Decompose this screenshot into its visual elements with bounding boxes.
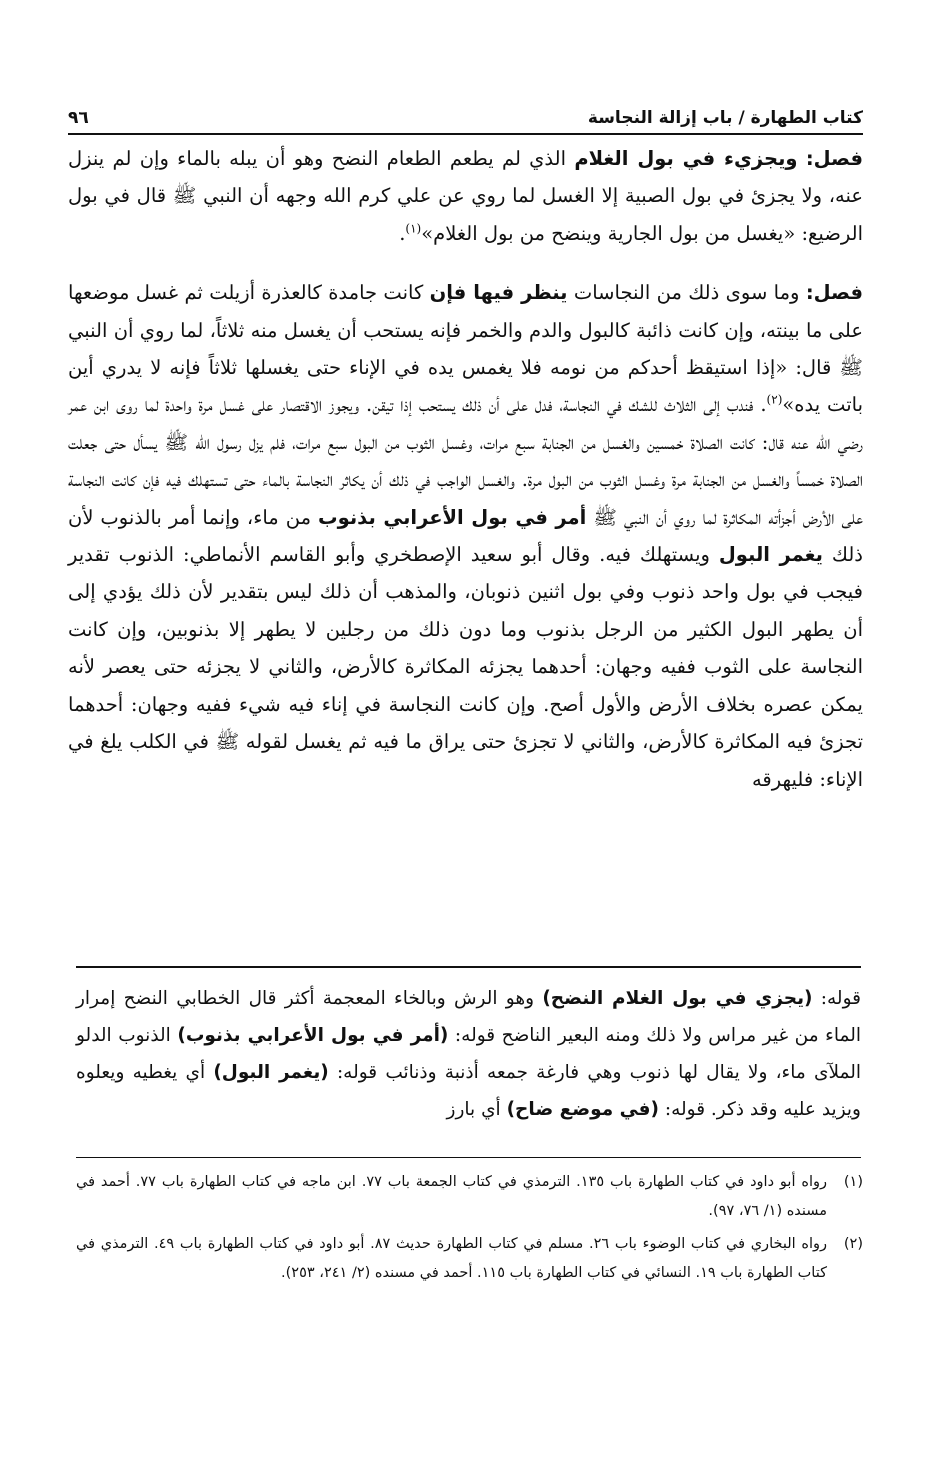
- commentary-bold-3: (يغمر البول): [213, 1062, 329, 1083]
- commentary-text-5: أي بارز: [446, 1099, 501, 1120]
- paragraph-2-label: فصل:: [805, 281, 863, 305]
- footnote-1: [76, 1168, 863, 1226]
- commentary-paragraph: [76, 980, 861, 1128]
- paragraph-2-bold-2: أمر في بول الأعرابي بذنوب: [318, 505, 587, 529]
- paragraph-gap: [68, 252, 863, 274]
- commentary-text-1: قوله:: [820, 988, 861, 1009]
- footnote-1-text: رواه أبو داود في كتاب الطهارة باب ١٣٥. الترمذي في كتاب الجمعة باب ٧٧. ابن ماجه في كتاب الطهارة باب ٧٧. أحمد في مسنده (١/ ٧٦، ٩٧).: [76, 1174, 827, 1219]
- paragraph-1-bold-phrase: ويجزيء في بول الغلام: [574, 147, 798, 170]
- footnote-1-number: (١): [843, 1174, 863, 1190]
- paragraph-1: [68, 140, 863, 252]
- main-text: [68, 140, 863, 798]
- header-rule: [68, 133, 863, 135]
- commentary-rule: [76, 966, 861, 968]
- paragraph-2-text-2: كانت جامدة كالعذرة أزيلت ثم غسل موضعها على ما بينته، وإن كانت ذائبة كالبول والدم والخمر فإنه يستحب أن يغسل منه ثلاثاً، لما روي أن النبي ﷺ قال: «إذا استيقظ أحدكم من نومه فلا يغمس يده في الإناء حتى يغسلها ثلاثاً فإنه لا يدري أين باتت يده»: [68, 281, 864, 417]
- commentary-bold-4: (في موضع ضاح): [506, 1099, 659, 1120]
- paragraph-2-bold-1: ينظر فيها فإن: [429, 281, 568, 305]
- commentary-text-2: وهو الرش وبالخاء المعجمة أكثر قال الخطابي النضح إمرار الماء من غير مراس ولا ذلك ومنه البعير الناضح قوله:: [76, 988, 861, 1046]
- footnote-rule: [76, 1157, 861, 1158]
- paragraph-2-text-3: . فندب إلى الثلاث للشك في النجاسة، فدل على أن ذلك يستحب إذا تيقن. ويجوز الاقتصار على غسل مرة واحدة لما روى ابن عمر رضي الله عنه قال: كانت الصلاة خمسين والغسل من الجنابة سبع مرات، وغسل الثوب من البول سبع مرات، فلم يزل رسول الله ﷺ يسأل حتى جعلت الصلاة خمساً والغسل من الجنابة مرة وغسل الثوب من البول مرة. والغسل الواجب في ذلك أن يكاثر النجاسة بالماء حتى تستهلك فيه فإن كانت النجاسة على الأرض أجزأته المكاثرة لما روي أن النبي ﷺ: [68, 393, 864, 529]
- footnote-2-number: (٢): [843, 1236, 863, 1252]
- paragraph-1-label: فصل:: [805, 147, 863, 170]
- paragraph-1-text: الذي لم يطعم الطعام النضح وهو أن يبله بالماء وإن لم ينزل عنه، ولا يجزئ في بول الصبية إلا الغسل لما روي عن علي كرم الله وجهه أن النبي ﷺ قال في بول الرضيع: «يغسل من بول الجارية وينضح من بول الغلام»: [68, 147, 863, 245]
- running-header: [68, 92, 863, 128]
- footnotes: [76, 1168, 863, 1292]
- page-number: ٩٦: [68, 108, 89, 128]
- footnote-ref-2[interactable]: (٢): [766, 392, 783, 407]
- commentary-text-4: أي يغطيه ويعلوه ويزيد عليه وقد ذكر. قوله:: [76, 1062, 861, 1120]
- commentary-text-3: الذنوب الدلو الملآى ماء، ولا يقال لها ذنوب وهي فارغة جمعه أذنبة وذنائب قوله:: [76, 1025, 861, 1083]
- running-title: كتاب الطهارة / باب إزالة النجاسة: [587, 108, 863, 128]
- footnote-2: [76, 1230, 863, 1288]
- commentary-bold-2: (أمر في بول الأعرابي بذنوب): [177, 1025, 449, 1046]
- footnote-ref-1[interactable]: (١): [405, 221, 422, 236]
- paragraph-2: [68, 274, 863, 798]
- paragraph-2-text-1: وما سوى ذلك من النجاسات: [573, 281, 800, 305]
- commentary-bold-1: (يجزي في بول الغلام النضح): [542, 988, 813, 1009]
- paragraph-2-text-5: ويستهلك فيه. وقال أبو سعيد الإصطخري وأبو القاسم الأنماطي: الذنوب تقدير فيجب في بول واحد ذنوب وفي بول اثنين ذنوبان، والمذهب أن ذلك ليس بتقدير لأن ذلك يؤدي إلى أن يطهر البول الكثير من الرجل بذنوب وما دون ذلك من رجلين لا يطهر إلا بذنوبين، وإن كانت النجاسة على الثوب ففيه وجهان: أحدهما يجزئه المكاثرة كالأرض، والثاني لا يجزئه حتى يعصر لأنه يمكن عصره بخلاف الأرض والأول أصح. وإن كانت النجاسة في إناء فيه شيء ففيه وجهان: أحدهما تجزئ فيه المكاثرة كالأرض، والثاني لا تجزئ حتى يراق ما فيه ثم يغسل لقوله ﷺ في الكلب يلغ في الإناء: فليهرقه: [68, 543, 863, 791]
- paragraph-2-bold-3: يغمر البول: [718, 543, 823, 567]
- paragraph-1-end: .: [399, 221, 406, 245]
- paragraph-2-text-4: من ماء، وإنما أمر بالذنوب لأن ذلك: [68, 505, 863, 567]
- commentary-section: [76, 980, 861, 1128]
- footnote-2-text: رواه البخاري في كتاب الوضوء باب ٢٦. مسلم في كتاب الطهارة حديث ٨٧. أبو داود في كتاب الطهارة باب ٤٩. الترمذي في كتاب الطهارة باب ١٩. النسائي في كتاب الطهارة باب ١١٥. أحمد في مسنده (٢/ ٢٤١، ٢٥٣).: [76, 1236, 827, 1281]
